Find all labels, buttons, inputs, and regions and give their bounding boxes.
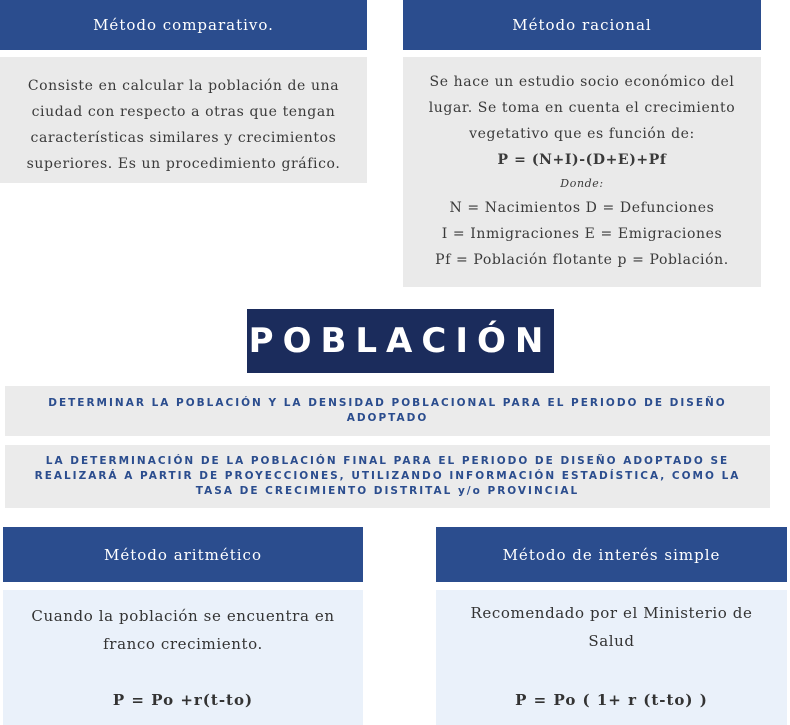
comparativo-line: Consiste en calcular la población de una xyxy=(27,78,340,94)
banner-objetivo-line: ADOPTADO xyxy=(346,412,429,424)
banner-determinacion xyxy=(5,445,770,508)
banner-determinacion-line: REALIZARÁ A PARTIR DE PROYECCIONES, UTILIZANDO INFORMACIÓN ESTADÍSTICA, COMO LA xyxy=(34,470,741,482)
interes-line: Recomendado por el Ministerio de xyxy=(470,604,753,622)
aritmetico-body xyxy=(3,590,363,725)
banner-objetivo-line: DETERMINAR LA POBLACIÓN Y LA DENSIDAD POBLACIONAL PARA EL PERIODO DE DISEÑO xyxy=(48,397,727,409)
interes-body xyxy=(436,590,787,725)
racional-header xyxy=(403,0,761,50)
banner-objetivo xyxy=(5,386,770,436)
racional-body xyxy=(403,57,761,287)
aritmetico-line: Cuando la población se encuentra en xyxy=(31,607,335,625)
page-title xyxy=(247,309,554,373)
racional-line: lugar. Se toma en cuenta el crecimiento xyxy=(428,100,736,116)
comparativo-line: características similares y crecimientos xyxy=(30,130,337,146)
aritmetico-header xyxy=(3,527,363,582)
comparativo-line: superiores. Es un procedimiento gráfico. xyxy=(26,156,341,172)
racional-def: Pf = Población flotante p = Población. xyxy=(435,252,729,268)
racional-def: N = Nacimientos D = Defunciones xyxy=(449,200,715,216)
banner-determinacion-line: TASA DE CRECIMIENTO DISTRITAL y/o PROVINCIAL xyxy=(195,485,580,497)
banner-determinacion-line: LA DETERMINACIÓN DE LA POBLACIÓN FINAL PARA EL PERIODO DE DISEÑO ADOPTADO SE xyxy=(45,455,730,467)
interes-header xyxy=(436,527,787,582)
comparativo-title: Método comparativo. xyxy=(93,16,274,34)
racional-donde: Donde: xyxy=(560,177,604,190)
racional-line: Se hace un estudio socio económico del xyxy=(429,74,735,90)
comparativo-header xyxy=(0,0,367,50)
racional-line: vegetativo que es función de: xyxy=(469,126,695,142)
interes-title: Método de interés simple xyxy=(502,545,721,564)
aritmetico-formula: P = Po +r(t-to) xyxy=(112,691,254,709)
interes-formula: P = Po ( 1+ r (t-to) ) xyxy=(515,691,708,709)
page-title-text: POBLACIÓN xyxy=(248,321,553,361)
interes-line: Salud xyxy=(588,632,635,650)
comparativo-line: ciudad con respecto a otras que tengan xyxy=(31,104,336,120)
racional-def: I = Inmigraciones E = Emigraciones xyxy=(441,226,723,242)
racional-title: Método racional xyxy=(512,16,652,34)
racional-formula: P = (N+I)-(D+E)+Pf xyxy=(497,152,667,168)
aritmetico-line: franco crecimiento. xyxy=(103,635,263,653)
comparativo-body xyxy=(0,57,367,183)
aritmetico-title: Método aritmético xyxy=(104,545,262,564)
